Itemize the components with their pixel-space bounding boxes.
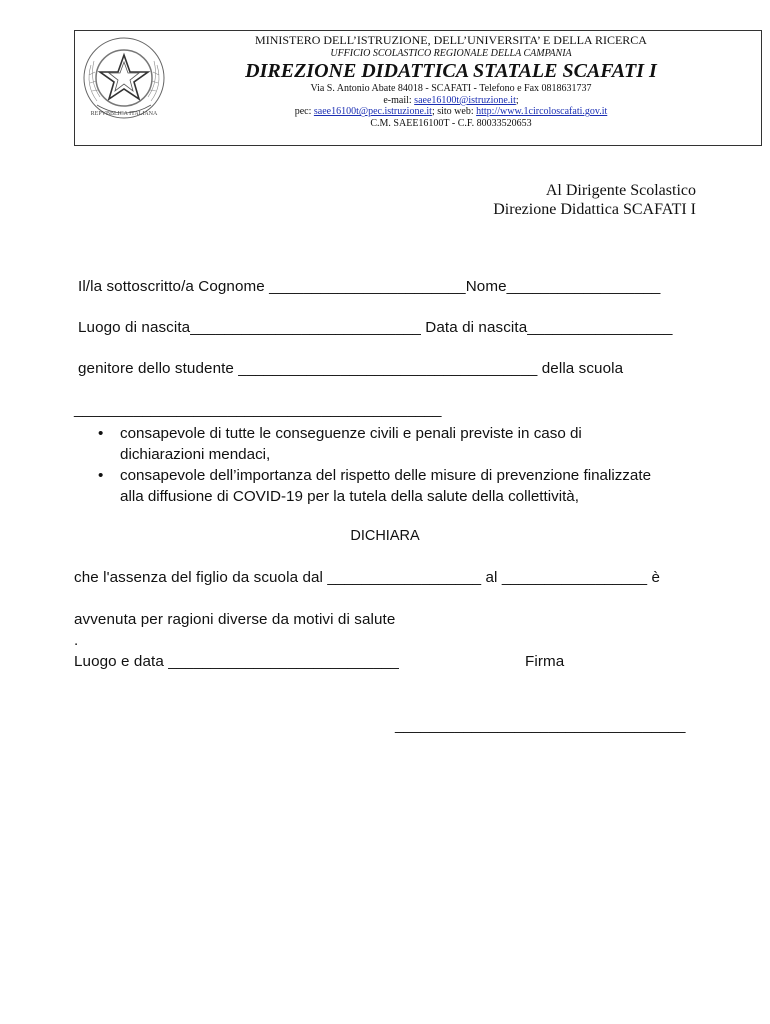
- reason-line: avvenuta per ragioni diverse da motivi di salute: [74, 611, 396, 628]
- signature-label: Firma: [525, 653, 565, 670]
- parent-line: genitore dello studente ___________________________________ della scuola: [78, 360, 624, 377]
- website-link[interactable]: http://www.1circoloscafati.gov.it: [476, 106, 608, 118]
- svg-text:REPVBBLICA ITALIANA: REPVBBLICA ITALIANA: [90, 111, 158, 117]
- place-date-line: Luogo e data ___________________________: [74, 653, 399, 670]
- birth-line: Luogo di nascita___________________________ Data di nascita_________________: [78, 319, 673, 336]
- recipient-line-2: Direzione Didattica SCAFATI I: [493, 201, 696, 218]
- email-line: e-mail: saee16100t@istruzione.it;: [383, 94, 519, 106]
- letterhead-text: [175, 34, 727, 129]
- regional-office: UFFICIO SCOLASTICO REGIONALE DELLA CAMPANIA: [330, 47, 572, 59]
- pec-web-line: pec: saee16100t@pec.istruzione.it; sito web: http://www.1circoloscafati.gov.it: [294, 106, 608, 118]
- italian-republic-emblem-icon: [81, 35, 167, 121]
- signature-line: __________________________________: [395, 717, 686, 734]
- pec-link[interactable]: saee16100t@pec.istruzione.it: [313, 106, 432, 118]
- separator-dot: .: [74, 632, 79, 649]
- bullet-icon: •: [98, 467, 104, 484]
- recipient-line-1: Al Dirigente Scolastico: [545, 182, 696, 199]
- recipient-block: [493, 181, 696, 219]
- school-codes: C.M. SAEE16100T - C.F. 80033520653: [370, 117, 532, 129]
- ministry-name: MINISTERO DELL’ISTRUZIONE, DELL’UNIVERSITA’ E DELLA RICERCA: [255, 33, 647, 47]
- list-item: • consapevole di tutte le conseguenze civili e penali previste in caso di dichiarazioni mendaci,: [98, 425, 582, 463]
- school-address: Via S. Antonio Abate 84018 - SCAFATI - Telefono e Fax 0818631737: [310, 83, 592, 95]
- school-blank-line: ___________________________________________: [74, 401, 442, 418]
- bullet-icon: •: [98, 425, 104, 442]
- school-title: DIREZIONE DIDATTICA STATALE SCAFATI I: [245, 60, 657, 83]
- absence-dates-line: che l'assenza del figlio da scuola dal __________________ al _________________ è: [74, 569, 660, 586]
- email-link[interactable]: saee16100t@istruzione.it: [414, 94, 516, 106]
- awareness-list: [98, 423, 658, 507]
- letterhead: [74, 30, 762, 146]
- declaration-heading: DICHIARA: [350, 528, 420, 544]
- list-item: • consapevole dell’importanza del rispetto delle misure di prevenzione finalizzate alla diffusione di COVID-19 per la tutela della salute della collettività,: [98, 467, 652, 505]
- signer-name-line: Il/la sottoscritto/a Cognome _______________________Nome__________________: [78, 278, 661, 295]
